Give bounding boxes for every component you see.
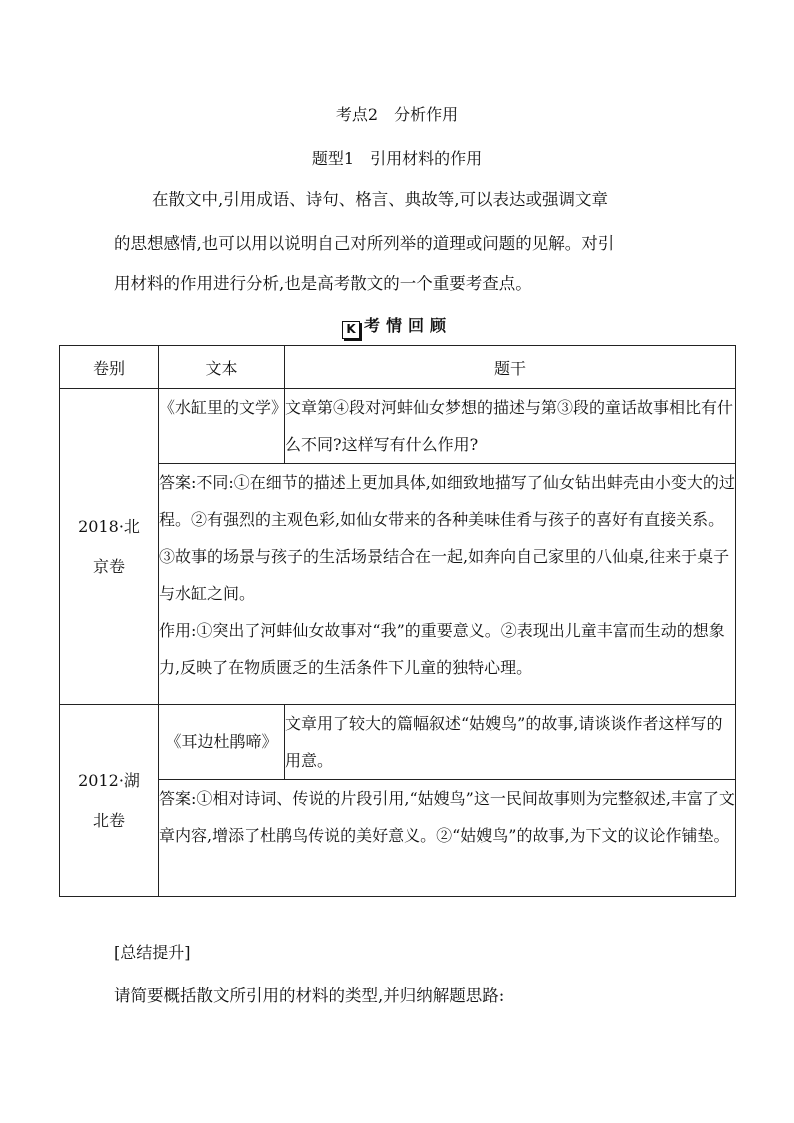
k-badge-icon: K bbox=[342, 321, 360, 339]
year-cell bbox=[60, 389, 159, 705]
table-row bbox=[60, 705, 736, 780]
intro-line-2: 的思想感情,也可以用以说明自己对所列举的道理或问题的见解。对引 bbox=[114, 234, 615, 253]
summary-prompt: 请简要概括散文所引用的材料的类型,并归纳解题思路: bbox=[114, 986, 505, 1005]
answer-part-1: 答案:①相对诗词、传说的片段引用,“姑嫂鸟”这一民间故事则为完整叙述,丰富了文章内容,增添了杜鹃鸟传说的美好意义。②“姑嫂鸟”的故事,为下文的议论作铺垫。 bbox=[159, 789, 735, 845]
header-volume: 卷别 bbox=[60, 346, 159, 389]
summary-label: [总结提升] bbox=[114, 943, 191, 962]
year-line-2: 京卷 bbox=[92, 556, 125, 576]
review-table bbox=[59, 345, 736, 897]
header-text: 文本 bbox=[159, 346, 285, 389]
text-title-cell: 《耳边杜鹃啼》 bbox=[159, 705, 285, 780]
year-cell bbox=[60, 705, 159, 897]
year-line-2: 北卷 bbox=[92, 810, 125, 830]
kaodian-heading: 考点2 分析作用 bbox=[335, 105, 459, 124]
table-row bbox=[60, 464, 736, 705]
answer-cell bbox=[159, 780, 736, 897]
table-header-row bbox=[60, 346, 736, 389]
answer-part-1: 答案:不同:①在细节的描述上更加具体,如细致地描写了仙女钻出蚌壳由小变大的过程。②有强烈的主观色彩,如仙女带来的各种美味佳肴与孩子的喜好有直接关系。③故事的场景与孩子的生活场景结合在一起,如奔向自己家里的八仙桌,往来于桌子与水缸之间。 bbox=[159, 473, 735, 603]
table-row bbox=[60, 780, 736, 897]
section-title bbox=[0, 315, 794, 339]
year-line-1: 2018·北 bbox=[78, 516, 140, 536]
table-row bbox=[60, 389, 736, 464]
intro-line-3: 用材料的作用进行分析,也是高考散文的一个重要考查点。 bbox=[114, 274, 532, 293]
header-question: 题干 bbox=[285, 346, 736, 389]
answer-part-2: 作用:①突出了河蚌仙女故事对“我”的重要意义。②表现出儿童丰富而生动的想象力,反映了在物质匮乏的生活条件下儿童的独特心理。 bbox=[159, 621, 725, 677]
section-title-text: 考情回顾 bbox=[363, 316, 452, 335]
answer-cell bbox=[159, 464, 736, 705]
intro-line-1: 在散文中,引用成语、诗句、格言、典故等,可以表达或强调文章 bbox=[152, 190, 608, 209]
text-title-cell: 《水缸里的文学》 bbox=[159, 389, 285, 464]
question-cell: 文章用了较大的篇幅叙述“姑嫂鸟”的故事,请谈谈作者这样写的用意。 bbox=[285, 705, 736, 780]
year-line-1: 2012·湖 bbox=[78, 770, 140, 790]
tixing-heading: 题型1 引用材料的作用 bbox=[311, 149, 483, 168]
question-cell: 文章第④段对河蚌仙女梦想的描述与第③段的童话故事相比有什么不同?这样写有什么作用? bbox=[285, 389, 736, 464]
